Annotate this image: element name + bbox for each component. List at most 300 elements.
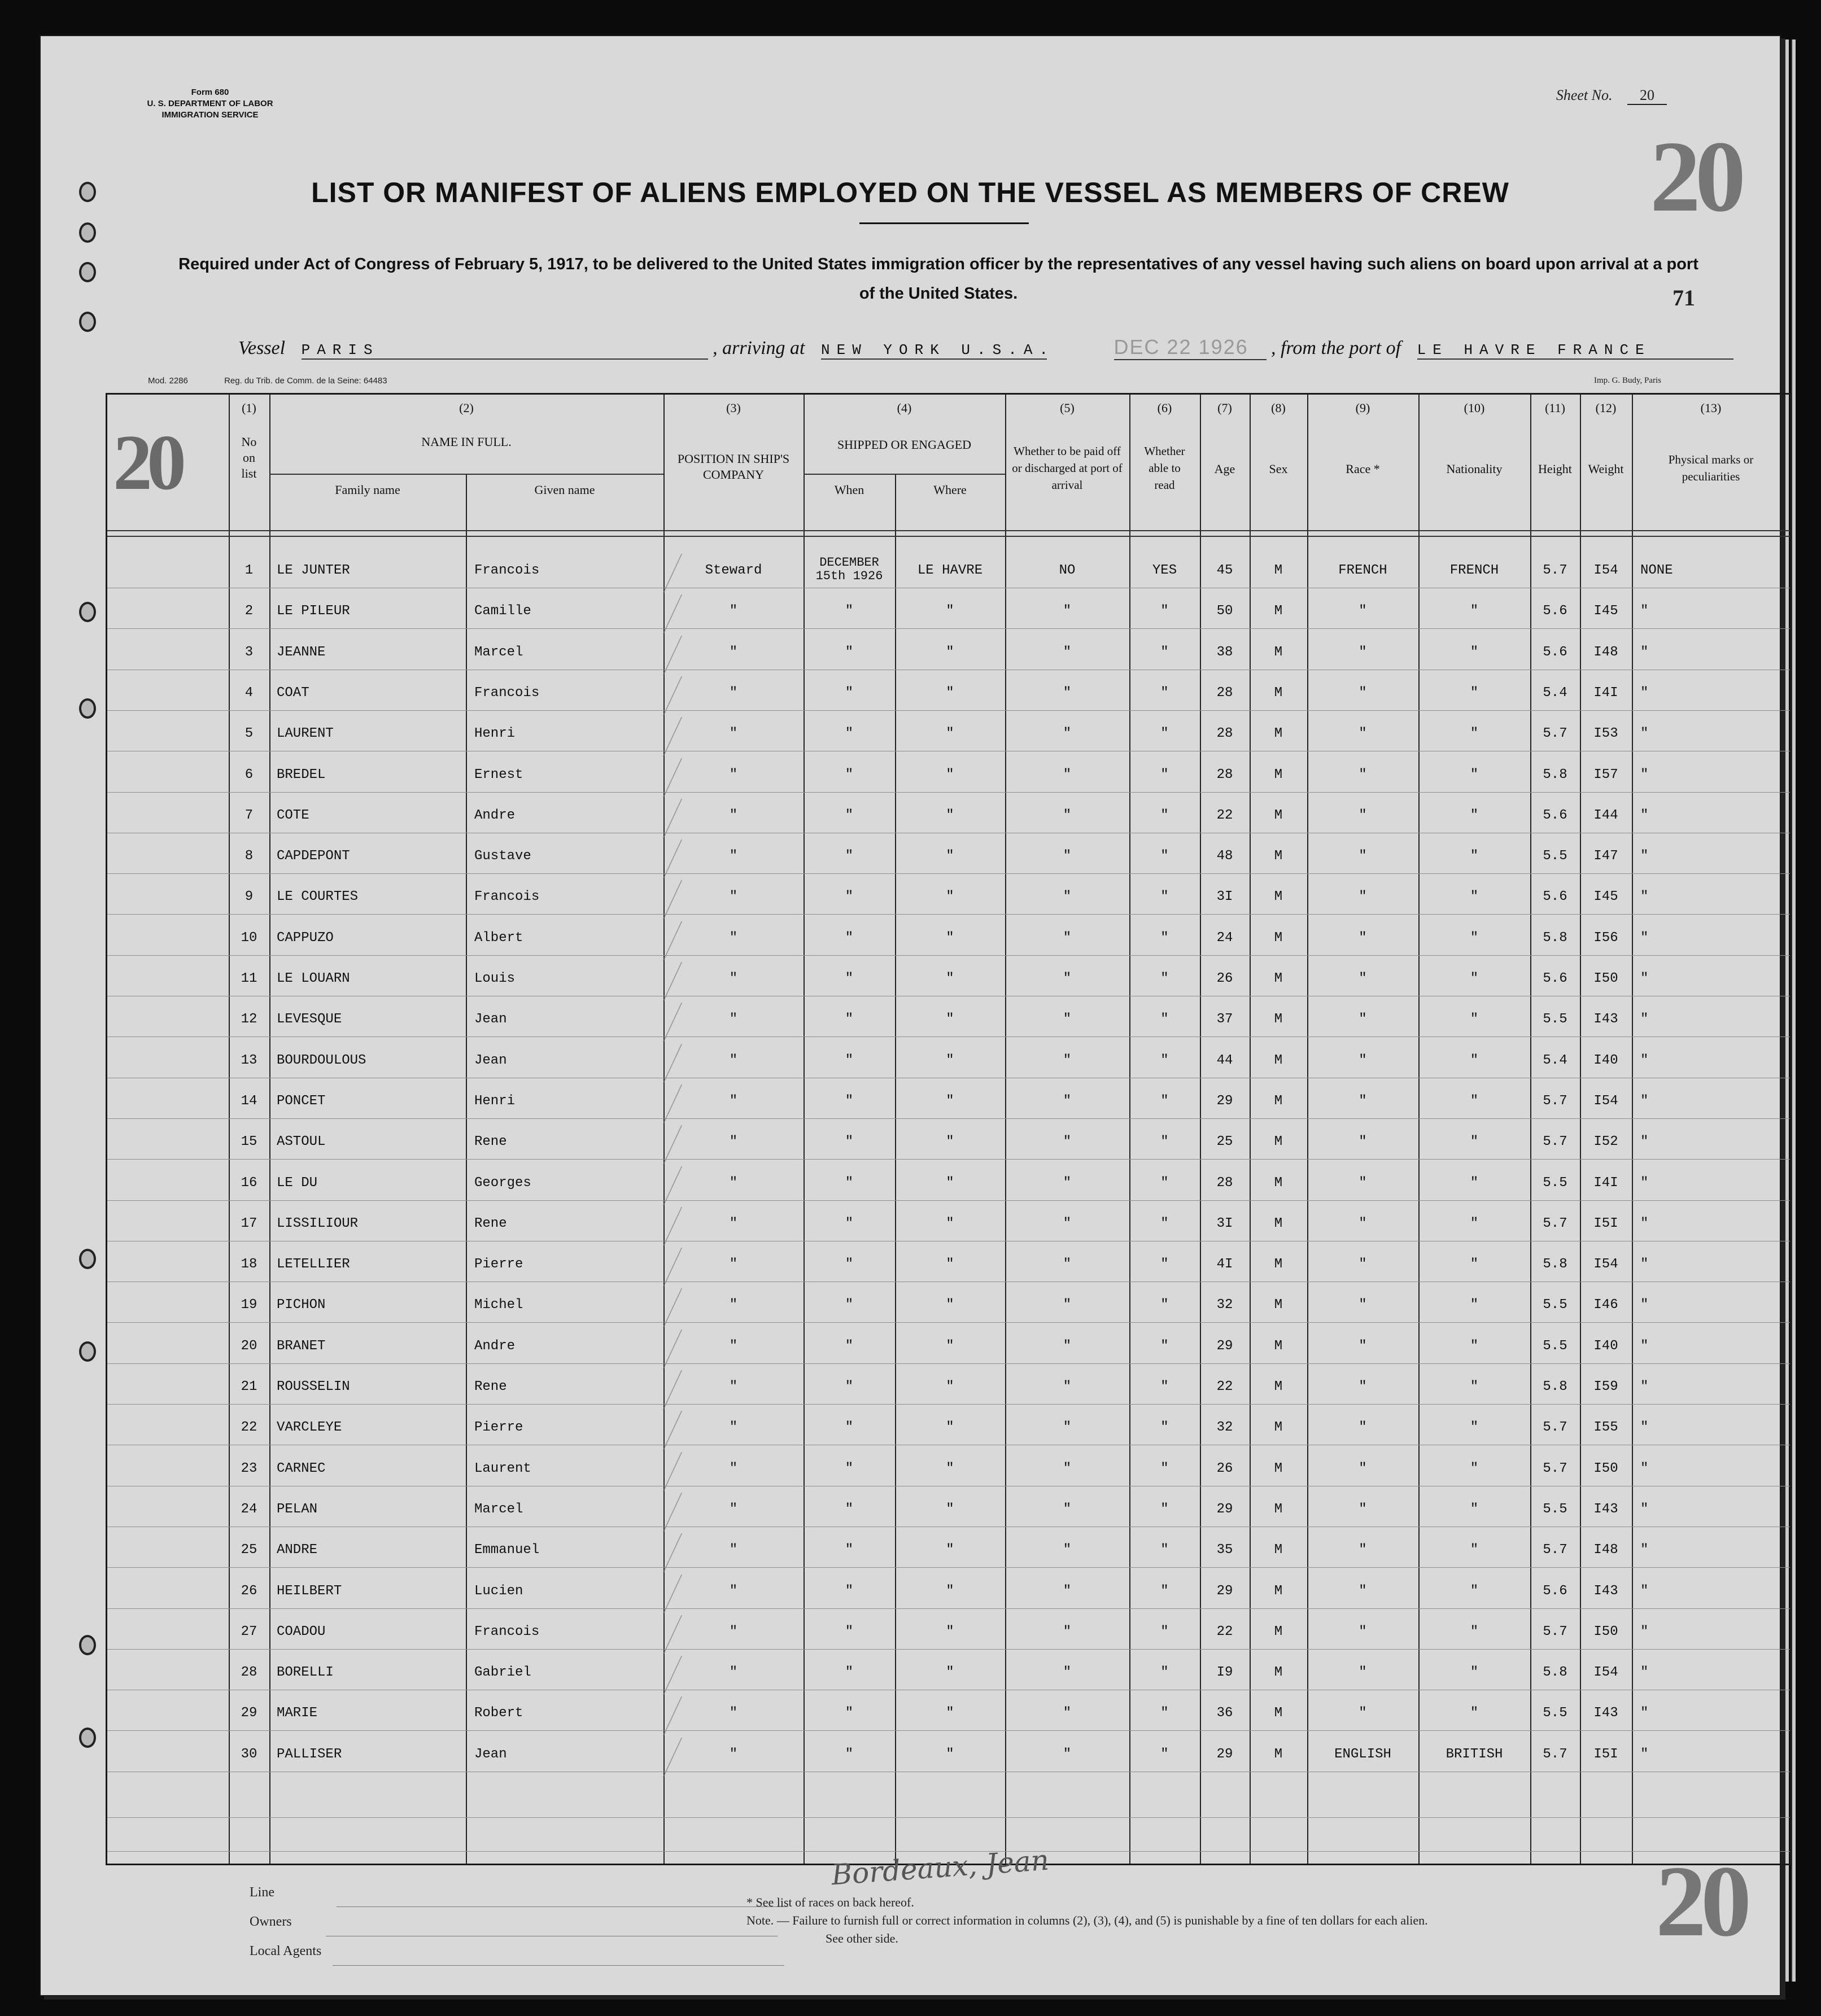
cell-weight: I48 <box>1593 1542 1618 1558</box>
cell-position: " <box>729 1297 738 1313</box>
cell-sex: M <box>1274 1134 1283 1150</box>
cell-shipped-when: " <box>845 1093 854 1109</box>
cell-weight: I43 <box>1593 1583 1618 1599</box>
cell-weight: I56 <box>1593 930 1618 946</box>
sheet-value: 20 <box>1627 87 1667 105</box>
cell-age: 29 <box>1216 1583 1233 1599</box>
cell-age: 48 <box>1216 849 1233 864</box>
row-rule <box>107 1567 1790 1568</box>
cell-shipped-where: " <box>946 1093 954 1109</box>
col9-header: Race * <box>1346 462 1380 476</box>
cell-family-name: ANDRE <box>277 1542 318 1558</box>
cell-family-name: HEILBERT <box>277 1583 342 1599</box>
cell-age: 29 <box>1216 1501 1233 1517</box>
mod-number: Mod. 2286 <box>148 376 188 386</box>
cell-weight: I5I <box>1593 1746 1618 1762</box>
cell-position: " <box>729 1583 738 1599</box>
cell-physical-marks: " <box>1640 930 1649 946</box>
cell-position: " <box>729 971 738 986</box>
cell-race: " <box>1359 807 1367 823</box>
cell-given-name: Andre <box>474 807 516 823</box>
cell-physical-marks: " <box>1640 1297 1649 1313</box>
cell-paid-off: " <box>1063 726 1072 742</box>
cell-able-to-read: " <box>1160 1297 1169 1313</box>
sheet-label: Sheet No. <box>1556 87 1613 103</box>
cell-nationality: " <box>1470 889 1479 905</box>
cell-height: 5.5 <box>1543 1705 1567 1721</box>
cell-sex: M <box>1274 971 1283 986</box>
cell-nationality: " <box>1470 1583 1479 1599</box>
cell-family-name: CARNEC <box>277 1460 326 1476</box>
cell-age: 3I <box>1216 1215 1233 1231</box>
table-body <box>107 395 1790 1864</box>
cell-position: " <box>729 604 738 619</box>
cell-age: 50 <box>1216 604 1233 619</box>
cell-race: " <box>1359 971 1367 986</box>
col9-number: (9) <box>1355 401 1370 415</box>
cell-age: 44 <box>1216 1052 1233 1068</box>
line-label: Line <box>250 1885 274 1900</box>
cell-row-number: 11 <box>241 971 257 986</box>
cell-shipped-where: " <box>946 1338 954 1354</box>
row-rule <box>107 914 1790 915</box>
cell-row-number: 15 <box>241 1134 257 1150</box>
cell-family-name: LEVESQUE <box>277 1012 342 1027</box>
col2-number: (2) <box>459 401 474 415</box>
cell-paid-off: " <box>1063 767 1072 782</box>
cell-nationality: " <box>1470 1297 1479 1313</box>
footer-fields <box>250 1878 788 1966</box>
cell-age: I9 <box>1216 1665 1233 1681</box>
cell-shipped-when: " <box>845 889 854 905</box>
cell-position: " <box>729 1542 738 1558</box>
col3-number: (3) <box>726 401 741 415</box>
cell-nationality: " <box>1470 1665 1479 1681</box>
cell-row-number: 27 <box>241 1624 257 1639</box>
cell-row-number: 29 <box>241 1705 257 1721</box>
cell-shipped-where: " <box>946 930 954 946</box>
cell-physical-marks: " <box>1640 726 1649 742</box>
cell-able-to-read: " <box>1160 1542 1169 1558</box>
page-subtitle: Required under Act of Congress of February 5, 1917, to be delivered to the United States immigration officer by the representatives of any vessel having such aliens on board upon arrival at a port of the United States. <box>178 255 1698 303</box>
cell-row-number: 3 <box>244 644 254 660</box>
cell-race: " <box>1359 889 1367 905</box>
cell-paid-off: " <box>1063 1542 1072 1558</box>
cell-shipped-where: LE HAVRE <box>917 563 983 578</box>
cell-race: FRENCH <box>1338 563 1387 578</box>
cell-paid-off: " <box>1063 1746 1072 1762</box>
cell-row-number: 2 <box>244 604 254 619</box>
cell-given-name: Georges <box>474 1175 531 1191</box>
cell-height: 5.5 <box>1543 1012 1567 1027</box>
cell-shipped-where: " <box>946 1583 954 1599</box>
cell-nationality: " <box>1470 971 1479 986</box>
cell-able-to-read: " <box>1160 807 1169 823</box>
cell-sex: M <box>1274 767 1283 782</box>
cell-able-to-read: " <box>1160 1624 1169 1639</box>
cell-shipped-when: " <box>845 604 854 619</box>
cell-row-number: 22 <box>241 1420 257 1436</box>
cell-able-to-read: " <box>1160 644 1169 660</box>
col7-number: (7) <box>1217 401 1232 415</box>
department: U. S. DEPARTMENT OF LABOR <box>147 99 273 108</box>
cell-physical-marks: " <box>1640 1175 1649 1191</box>
cell-given-name: Michel <box>474 1297 523 1313</box>
col4-number: (4) <box>897 401 912 415</box>
cell-able-to-read: " <box>1160 685 1169 701</box>
cell-race: " <box>1359 1420 1367 1436</box>
cell-position: " <box>729 849 738 864</box>
cell-sex: M <box>1274 1215 1283 1231</box>
cell-race: " <box>1359 644 1367 660</box>
cell-family-name: BREDEL <box>277 767 326 782</box>
col6-header: Whether able to read <box>1144 444 1185 492</box>
cell-given-name: Lucien <box>474 1583 523 1599</box>
binder-hole <box>79 312 96 332</box>
cell-sex: M <box>1274 1746 1283 1762</box>
cell-paid-off: " <box>1063 971 1072 986</box>
cell-position: " <box>729 1460 738 1476</box>
cell-race: " <box>1359 1175 1367 1191</box>
cell-position: " <box>729 1501 738 1517</box>
cell-paid-off: " <box>1063 1052 1072 1068</box>
cell-nationality: " <box>1470 1420 1479 1436</box>
reference-number: 71 <box>1672 285 1695 311</box>
col2b-header: Given name <box>534 483 595 497</box>
cell-shipped-when: " <box>845 1420 854 1436</box>
cell-physical-marks: " <box>1640 1420 1649 1436</box>
cell-row-number: 20 <box>241 1338 257 1354</box>
col1-number: (1) <box>242 401 256 415</box>
row-rule <box>107 1159 1790 1160</box>
cell-row-number: 14 <box>241 1093 257 1109</box>
cell-family-name: LISSILIOUR <box>277 1215 359 1231</box>
cell-row-number: 6 <box>244 767 254 782</box>
cell-height: 5.7 <box>1543 563 1567 578</box>
cell-age: 28 <box>1216 767 1233 782</box>
cell-paid-off: " <box>1063 1460 1072 1476</box>
cell-paid-off: " <box>1063 1215 1072 1231</box>
cell-race: " <box>1359 1093 1367 1109</box>
row-rule <box>107 873 1790 874</box>
cell-race: " <box>1359 1583 1367 1599</box>
cell-able-to-read: " <box>1160 971 1169 986</box>
cell-shipped-where: " <box>946 685 954 701</box>
cell-sex: M <box>1274 1705 1283 1721</box>
cell-height: 5.6 <box>1543 644 1567 660</box>
cell-position: " <box>729 1257 738 1272</box>
cell-position: " <box>729 1665 738 1681</box>
col8-header: Sex <box>1269 462 1288 476</box>
col13-number: (13) <box>1700 401 1722 415</box>
cell-weight: I47 <box>1593 849 1618 864</box>
cell-row-number: 24 <box>241 1501 257 1517</box>
cell-paid-off: " <box>1063 1297 1072 1313</box>
col8-number: (8) <box>1271 401 1286 415</box>
cell-weight: I4I <box>1593 1175 1618 1191</box>
cell-shipped-where: " <box>946 726 954 742</box>
cell-given-name: Rene <box>474 1379 507 1394</box>
cell-given-name: Francois <box>474 889 540 905</box>
cell-shipped-where: " <box>946 1297 954 1313</box>
cell-able-to-read: " <box>1160 1705 1169 1721</box>
cell-position: " <box>729 930 738 946</box>
cell-race: ENGLISH <box>1334 1746 1391 1762</box>
cell-sex: M <box>1274 563 1283 578</box>
cell-height: 5.7 <box>1543 1624 1567 1639</box>
cell-sex: M <box>1274 1624 1283 1639</box>
agents-field <box>333 1936 784 1966</box>
cell-position: Steward <box>705 563 762 578</box>
cell-nationality: " <box>1470 849 1479 864</box>
cell-shipped-when: " <box>845 1665 854 1681</box>
cell-row-number: 5 <box>244 726 254 742</box>
cell-given-name: Francois <box>474 563 540 578</box>
cell-family-name: CAPPUZO <box>277 930 334 946</box>
cell-shipped-when: " <box>845 1746 854 1762</box>
cell-height: 5.5 <box>1543 1501 1567 1517</box>
cell-shipped-when: " <box>845 1257 854 1272</box>
cell-race: " <box>1359 685 1367 701</box>
cell-position: " <box>729 807 738 823</box>
cell-race: " <box>1359 726 1367 742</box>
cell-able-to-read: " <box>1160 1215 1169 1231</box>
cell-age: 45 <box>1216 563 1233 578</box>
cell-shipped-where: " <box>946 1052 954 1068</box>
cell-family-name: MARIE <box>277 1705 318 1721</box>
cell-paid-off: " <box>1063 1583 1072 1599</box>
cell-paid-off: " <box>1063 1665 1072 1681</box>
cell-row-number: 7 <box>244 807 254 823</box>
row-rule <box>107 1404 1790 1405</box>
binder-hole <box>79 1635 96 1655</box>
cell-height: 5.6 <box>1543 807 1567 823</box>
row-rule <box>107 1817 1790 1818</box>
cell-height: 5.8 <box>1543 930 1567 946</box>
cell-row-number: 30 <box>241 1746 257 1762</box>
cell-weight: I50 <box>1593 1624 1618 1639</box>
cell-sex: M <box>1274 1542 1283 1558</box>
cell-shipped-when: " <box>845 1460 854 1476</box>
cell-shipped-when: " <box>845 1175 854 1191</box>
cell-weight: I50 <box>1593 971 1618 986</box>
cell-able-to-read: " <box>1160 1379 1169 1394</box>
cell-nationality: " <box>1470 604 1479 619</box>
col4b-header: Where <box>933 483 967 497</box>
cell-race: " <box>1359 1338 1367 1354</box>
cell-shipped-where: " <box>946 1420 954 1436</box>
cell-shipped-when: " <box>845 726 854 742</box>
cell-physical-marks: " <box>1640 644 1649 660</box>
stamp-number: 20 <box>1650 120 1740 233</box>
cell-shipped-where: " <box>946 767 954 782</box>
col11-header: Height <box>1538 462 1572 476</box>
cell-nationality: " <box>1470 1624 1479 1639</box>
cell-row-number: 21 <box>241 1379 257 1394</box>
cell-sex: M <box>1274 1175 1283 1191</box>
cell-height: 5.4 <box>1543 1052 1567 1068</box>
cell-height: 5.7 <box>1543 1746 1567 1762</box>
cell-position: " <box>729 726 738 742</box>
cell-physical-marks: " <box>1640 1460 1649 1476</box>
binder-hole <box>79 222 96 243</box>
cell-shipped-when: " <box>845 849 854 864</box>
form-number: Form 680 <box>191 88 229 97</box>
cell-height: 5.7 <box>1543 1460 1567 1476</box>
cell-nationality: " <box>1470 1175 1479 1191</box>
cell-physical-marks: " <box>1640 849 1649 864</box>
from-label: , from the port of <box>1271 338 1401 358</box>
cell-weight: I43 <box>1593 1012 1618 1027</box>
cell-physical-marks: " <box>1640 1257 1649 1272</box>
cell-row-number: 19 <box>241 1297 257 1313</box>
cell-paid-off: " <box>1063 1624 1072 1639</box>
handwritten-signature: Bordeaux, Jean <box>830 1843 1050 1892</box>
footnotes <box>746 1893 1428 1948</box>
col4a-header: When <box>834 483 864 497</box>
cell-height: 5.7 <box>1543 1093 1567 1109</box>
cell-weight: I5I <box>1593 1215 1618 1231</box>
cell-given-name: Henri <box>474 1093 516 1109</box>
cell-race: " <box>1359 930 1367 946</box>
cell-weight: I45 <box>1593 889 1618 905</box>
cell-given-name: Francois <box>474 685 540 701</box>
cell-age: 38 <box>1216 644 1233 660</box>
cell-age: 29 <box>1216 1093 1233 1109</box>
cell-physical-marks: " <box>1640 1338 1649 1354</box>
col5-number: (5) <box>1060 401 1075 415</box>
cell-sex: M <box>1274 1501 1283 1517</box>
cell-sex: M <box>1274 1093 1283 1109</box>
cell-row-number: 18 <box>241 1257 257 1272</box>
cell-weight: I46 <box>1593 1297 1618 1313</box>
cell-nationality: " <box>1470 726 1479 742</box>
cell-shipped-where: " <box>946 1215 954 1231</box>
cell-race: " <box>1359 1012 1367 1027</box>
cell-shipped-when: " <box>845 767 854 782</box>
cell-shipped-when: " <box>845 971 854 986</box>
cell-physical-marks: " <box>1640 1215 1649 1231</box>
cell-position: " <box>729 1175 738 1191</box>
agents-label: Local Agents <box>250 1944 322 1958</box>
cell-nationality: " <box>1470 767 1479 782</box>
cell-shipped-where: " <box>946 971 954 986</box>
col2-header: NAME IN FULL. <box>421 435 512 449</box>
cell-able-to-read: " <box>1160 1746 1169 1762</box>
cell-given-name: Gabriel <box>474 1665 531 1681</box>
cell-nationality: " <box>1470 1012 1479 1027</box>
cell-height: 5.6 <box>1543 889 1567 905</box>
cell-sex: M <box>1274 1379 1283 1394</box>
cell-physical-marks: " <box>1640 604 1649 619</box>
cell-able-to-read: " <box>1160 1257 1169 1272</box>
row-rule <box>107 1118 1790 1119</box>
cell-shipped-where: " <box>946 1012 954 1027</box>
cell-physical-marks: " <box>1640 1501 1649 1517</box>
cell-row-number: 10 <box>241 930 257 946</box>
cell-given-name: Robert <box>474 1705 523 1721</box>
cell-paid-off: " <box>1063 1093 1072 1109</box>
cell-height: 5.8 <box>1543 1257 1567 1272</box>
cell-paid-off: NO <box>1059 563 1076 578</box>
cell-nationality: " <box>1470 1542 1479 1558</box>
cell-sex: M <box>1274 685 1283 701</box>
cell-family-name: BRANET <box>277 1338 326 1354</box>
cell-paid-off: " <box>1063 849 1072 864</box>
cell-paid-off: " <box>1063 889 1072 905</box>
row-rule <box>107 1200 1790 1201</box>
cell-paid-off: " <box>1063 1257 1072 1272</box>
cell-paid-off: " <box>1063 1420 1072 1436</box>
cell-age: 22 <box>1216 1379 1233 1394</box>
cell-weight: I4I <box>1593 685 1618 701</box>
col5-header: Whether to be paid off or discharged at port of arrival <box>1012 444 1123 492</box>
cell-height: 5.7 <box>1543 726 1567 742</box>
cell-paid-off: " <box>1063 1379 1072 1394</box>
cell-weight: I52 <box>1593 1134 1618 1150</box>
cell-sex: M <box>1274 1052 1283 1068</box>
binder-hole <box>79 1728 96 1748</box>
cell-weight: I43 <box>1593 1501 1618 1517</box>
cell-paid-off: " <box>1063 930 1072 946</box>
col1-header: No on list <box>241 435 257 480</box>
cell-age: 28 <box>1216 726 1233 742</box>
cell-shipped-where: " <box>946 849 954 864</box>
cell-shipped-when: " <box>845 1501 854 1517</box>
note-penalty: Note. — Failure to furnish full or correct information in columns (2), (3), (4), and (5) is punishable by a fine of ten dollars for each alien. <box>746 1913 1428 1927</box>
cell-shipped-where: " <box>946 1460 954 1476</box>
cell-age: 3I <box>1216 889 1233 905</box>
cell-family-name: LE PILEUR <box>277 604 350 619</box>
cell-age: 28 <box>1216 1175 1233 1191</box>
cell-shipped-where: " <box>946 807 954 823</box>
cell-nationality: " <box>1470 1215 1479 1231</box>
cell-age: 25 <box>1216 1134 1233 1150</box>
cell-row-number: 1 <box>244 563 254 578</box>
registration: Reg. du Trib. de Comm. de la Seine: 64483 <box>224 376 387 386</box>
cell-sex: M <box>1274 930 1283 946</box>
binder-hole <box>79 1341 96 1362</box>
row-rule <box>107 1363 1790 1364</box>
cell-height: 5.5 <box>1543 1297 1567 1313</box>
col7-header: Age <box>1214 462 1235 476</box>
cell-physical-marks: " <box>1640 1624 1649 1639</box>
cell-sex: M <box>1274 1583 1283 1599</box>
cell-row-number: 9 <box>244 889 254 905</box>
cell-given-name: Rene <box>474 1215 507 1231</box>
cell-age: 32 <box>1216 1297 1233 1313</box>
cell-age: 29 <box>1216 1338 1233 1354</box>
mod-info <box>148 376 387 386</box>
cell-race: " <box>1359 1460 1367 1476</box>
cell-physical-marks: " <box>1640 767 1649 782</box>
printer-info: Imp. G. Budy, Paris <box>1593 376 1661 385</box>
col3-header: POSITION IN SHIP'S COMPANY <box>677 452 790 482</box>
cell-shipped-when: " <box>845 1705 854 1721</box>
cell-able-to-read: " <box>1160 930 1169 946</box>
cell-row-number: 13 <box>241 1052 257 1068</box>
cell-height: 5.8 <box>1543 767 1567 782</box>
cell-position: " <box>729 1420 738 1436</box>
cell-position: " <box>729 889 738 905</box>
binder-hole <box>79 262 96 282</box>
cell-given-name: Louis <box>474 971 516 986</box>
cell-family-name: LE JUNTER <box>277 563 350 578</box>
col12-header: Weight <box>1588 462 1624 476</box>
cell-age: 37 <box>1216 1012 1233 1027</box>
cell-sex: M <box>1274 889 1283 905</box>
cell-height: 5.8 <box>1543 1665 1567 1681</box>
